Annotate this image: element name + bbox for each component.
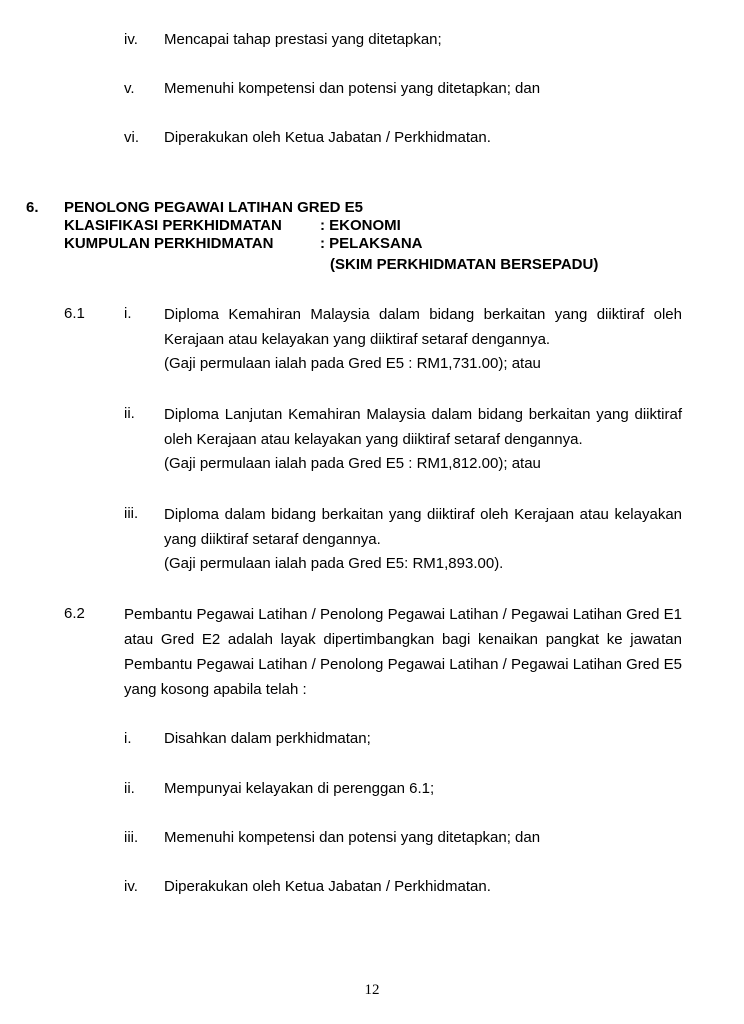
subsection-number: 6.1 [64,305,85,322]
list-number: i. [124,730,132,747]
klasifikasi-value: : EKONOMI [320,217,401,234]
salary-note: (Gaji permulaan ialah pada Gred E5 : RM1,731.00); atau [164,355,541,372]
list-number: iii. [124,505,139,522]
list-number: iv. [124,878,138,895]
section-number: 6. [26,199,39,216]
qualification-text: Diploma Kemahiran Malaysia dalam bidang berkaitan yang diiktiraf oleh Kerajaan atau kelayakan yang diiktiraf setaraf dengannya. [164,306,682,348]
list-item: Disahkan dalam perkhidmatan; [164,730,371,747]
list-item: Mempunyai kelayakan di perenggan 6.1; [164,780,435,797]
kumpulan-label: KUMPULAN PERKHIDMATAN [64,235,274,252]
list-number: ii. [124,780,135,797]
list-item: Diperakukan oleh Ketua Jabatan / Perkhidmatan. [164,878,491,895]
list-item: Memenuhi kompetensi dan potensi yang ditetapkan; dan [164,80,541,97]
list-item: Diperakukan oleh Ketua Jabatan / Perkhidmatan. [164,129,491,146]
qualification-text: Diploma Lanjutan Kemahiran Malaysia dalam bidang berkaitan yang diiktiraf oleh Kerajaan atau kelayakan yang diiktiraf setaraf dengannya. [164,406,682,448]
list-number: i. [124,305,132,322]
kumpulan-value: : PELAKSANA [320,235,423,252]
promotion-text: Pembantu Pegawai Latihan / Penolong Pegawai Latihan / Pegawai Latihan Gred E1 atau Gred E2 adalah layak dipertimbangkan bagi kenaikan pangkat ke jawatan Pembantu Pegawai Latihan / Penolong Pegawai Latihan / Pegawai Latihan Gred E5 yang kosong apabila telah : [124,606,682,698]
salary-note: (Gaji permulaan ialah pada Gred E5 : RM1,812.00); atau [164,455,541,472]
list-number: ii. [124,405,135,422]
skim-label: (SKIM PERKHIDMATAN BERSEPADU) [330,256,599,273]
salary-note: (Gaji permulaan ialah pada Gred E5: RM1,893.00). [164,555,504,572]
section-title: PENOLONG PEGAWAI LATIHAN GRED E5 [64,199,363,216]
list-number: iv. [124,31,138,48]
list-item: Memenuhi kompetensi dan potensi yang ditetapkan; dan [164,829,541,846]
page-number: 12 [364,982,380,998]
list-item: Mencapai tahap prestasi yang ditetapkan; [164,31,442,48]
subsection-number: 6.2 [64,605,85,622]
list-number: v. [124,80,135,97]
klasifikasi-label: KLASIFIKASI PERKHIDMATAN [64,217,282,234]
list-number: vi. [124,129,139,146]
qualification-text: Diploma dalam bidang berkaitan yang diiktiraf oleh Kerajaan atau kelayakan yang diiktiraf setaraf dengannya. [164,506,682,548]
list-number: iii. [124,829,139,846]
